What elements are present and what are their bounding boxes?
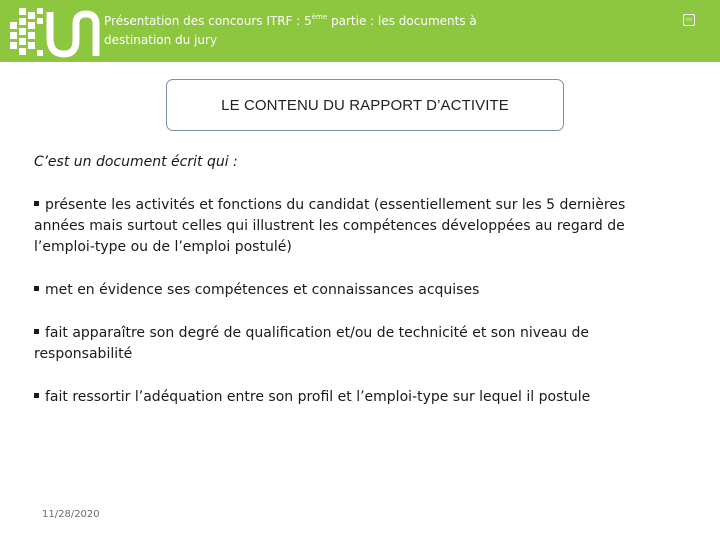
title-line1-pre: Présentation des concours ITRF : 5: [104, 14, 312, 28]
bullet-item: [34, 387, 664, 408]
bullet-text: met en évidence ses compétences et connaissances acquises: [45, 282, 480, 298]
section-title-box: [166, 79, 564, 131]
bullet-text: fait apparaître son degré de qualification et/ou de technicité et son niveau de responsabilité: [34, 325, 590, 362]
header-banner: [0, 0, 720, 62]
bullet-text: fait ressortir l’adéquation entre son profil et l’emploi-type sur lequel il postule: [45, 389, 591, 405]
section-title: LE CONTENU DU RAPPORT D’ACTIVITE: [221, 96, 509, 114]
square-bullet-icon: [34, 286, 39, 291]
square-bullet-icon: [34, 329, 39, 334]
slide-icon: ▫▫: [683, 14, 695, 26]
presentation-title: [104, 12, 574, 50]
footer-date: 11/28/2020: [42, 509, 100, 520]
title-superscript: ème: [311, 13, 328, 21]
title-line2: destination du jury: [104, 33, 218, 47]
title-line1-post: partie : les documents à: [327, 14, 477, 28]
bullet-text: présente les activités et fonctions du candidat (essentiellement sur les 5 dernières années mais surtout celles qui illustrent les compétences développées au regard de l’emploi-type ou de l’emploi postulé): [34, 197, 626, 255]
bullet-item: [34, 195, 664, 258]
square-bullet-icon: [34, 393, 39, 398]
bullet-item: [34, 280, 664, 301]
university-logo: [8, 6, 100, 58]
bullet-item: [34, 323, 664, 365]
intro-text: C’est un document écrit qui :: [34, 154, 238, 170]
square-bullet-icon: [34, 201, 39, 206]
slide-body: [34, 152, 664, 430]
